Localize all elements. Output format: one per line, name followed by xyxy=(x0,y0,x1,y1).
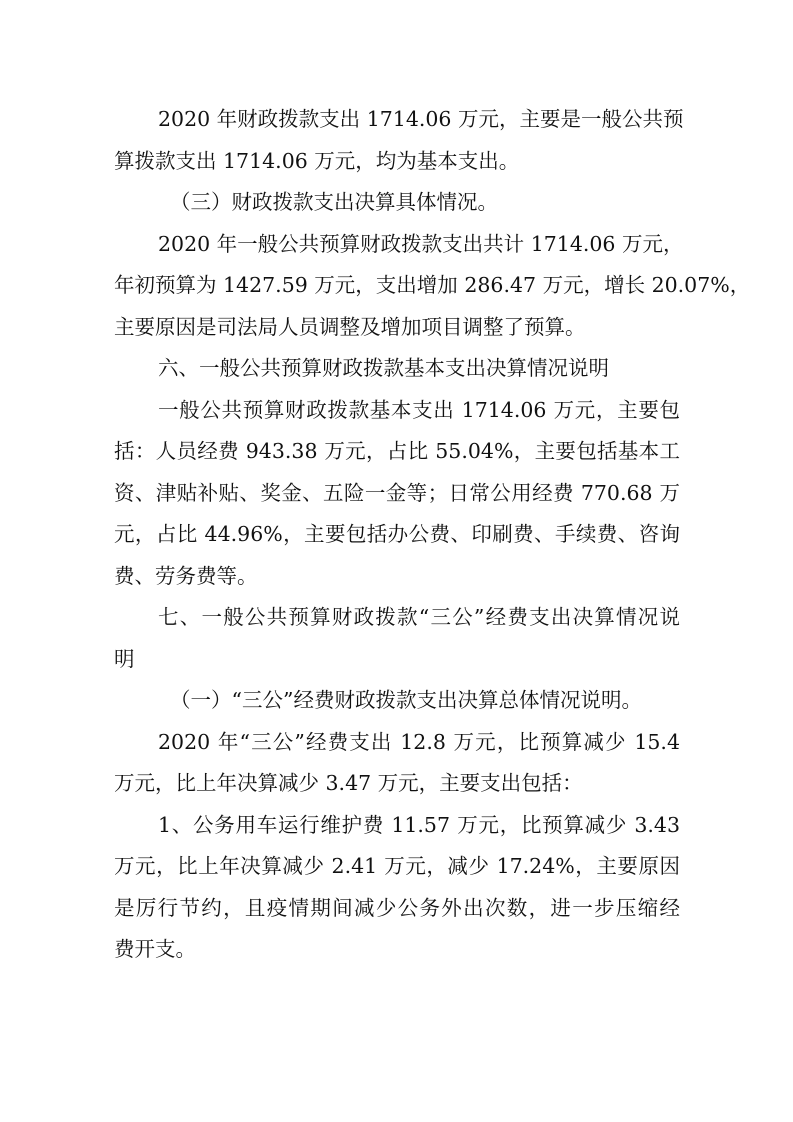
paragraph-line: 资、津贴补贴、奖金、五险一金等；日常公用经费 770.68 万 xyxy=(114,480,680,505)
paragraph-line: 费、劳务费等。 xyxy=(114,563,258,588)
paragraph-line: 万元，比上年决算减少 3.47 万元，主要支出包括： xyxy=(114,771,583,795)
section-heading: （一）“三公”经费财政拨款支出决算总体情况说明。 xyxy=(170,688,642,712)
paragraph-line: 2020 年财政拨款支出 1714.06 万元，主要是一般公共预 xyxy=(158,107,684,131)
paragraph-line: 算拨款支出 1714.06 万元，均为基本支出。 xyxy=(114,148,520,173)
paragraph-line: 主要原因是司法局人员调整及增加项目调整了预算。 xyxy=(114,314,586,339)
section-heading: 六、一般公共预算财政拨款基本支出决算情况说明 xyxy=(158,356,609,380)
paragraph-line: 括：人员经费 943.38 万元，占比 55.04%，主要包括基本工 xyxy=(114,439,680,463)
paragraph-line: 元，占比 44.96%，主要包括办公费、印刷费、手续费、咨询 xyxy=(114,522,680,546)
section-heading: （三）财政拨款支出决算具体情况。 xyxy=(170,190,498,214)
paragraph-line: 1、公务用车运行维护费 11.57 万元，比预算减少 3.43 xyxy=(158,812,680,837)
paragraph-line: 2020 年“三公”经费支出 12.8 万元，比预算减少 15.4 xyxy=(158,729,680,754)
paragraph-line: 一般公共预算财政拨款基本支出 1714.06 万元，主要包 xyxy=(158,397,680,422)
paragraph-line: 年初预算为 1427.59 万元，支出增加 286.47 万元，增长 20.07%， xyxy=(114,273,751,297)
paragraph-line: 费开支。 xyxy=(114,937,196,961)
paragraph-line: 是厉行节约，且疫情期间减少公务外出次数，进一步压缩经 xyxy=(114,895,680,920)
paragraph-line: 2020 年一般公共预算财政拨款支出共计 1714.06 万元， xyxy=(158,231,684,256)
paragraph-line: 万元，比上年决算减少 2.41 万元，减少 17.24%，主要原因 xyxy=(114,854,680,878)
document-page xyxy=(114,99,751,971)
section-heading: 明 xyxy=(114,646,135,671)
section-heading: 七、一般公共预算财政拨款“三公”经费支出决算情况说 xyxy=(158,605,680,629)
